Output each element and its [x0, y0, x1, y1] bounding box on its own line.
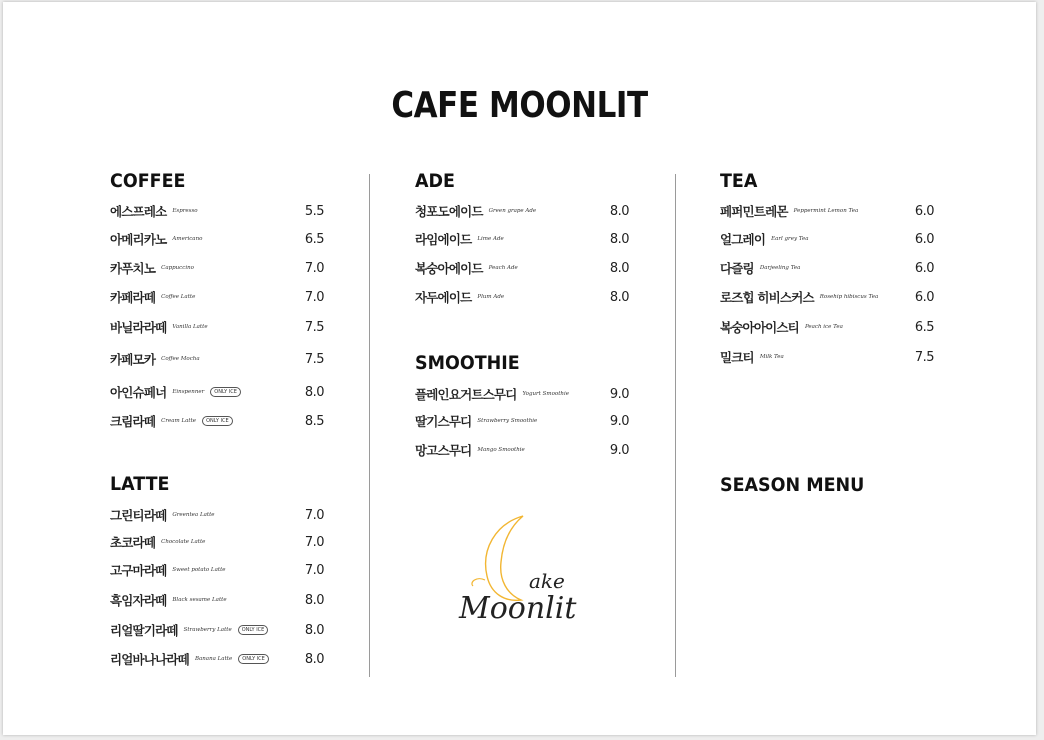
menu-item: [415, 229, 629, 249]
menu-item: [415, 411, 629, 431]
item-name-ko: 로즈힙 히비스커스: [720, 290, 814, 305]
column-divider: [369, 174, 370, 677]
menu-item: [110, 349, 324, 369]
item-name-ko: 리얼딸기라떼: [110, 623, 178, 638]
item-name-ko: 복숭아에이드: [415, 261, 483, 276]
logo-text-top: ake: [529, 569, 565, 593]
item-name-ko: 플레인요거트스무디: [415, 387, 517, 402]
item-price: 7.0: [304, 289, 324, 305]
menu-item: [720, 258, 934, 278]
only-ice-badge: ONLY ICE: [238, 654, 269, 664]
menu-item: [110, 317, 324, 337]
item-name-ko: 딸기스무디: [415, 414, 472, 429]
menu-item: [110, 287, 324, 307]
item-name-en: Strawberry Latte: [183, 627, 232, 633]
item-name-en: Rosehip hibiscus Tea: [819, 294, 879, 300]
section-title-season: SEASON MENU: [720, 474, 865, 496]
item-name-en: Black sesame Latte: [172, 597, 227, 603]
section-title-smoothie: SMOOTHIE: [415, 352, 520, 374]
menu-item: [110, 229, 324, 249]
item-price: 8.5: [304, 413, 324, 429]
logo-text-bottom: Moonlit: [459, 591, 577, 626]
item-name-ko: 아인슈페너: [110, 385, 167, 400]
item-price: 5.5: [304, 203, 324, 219]
item-price: 6.0: [914, 260, 934, 276]
menu-item: [720, 287, 934, 307]
item-price: 9.0: [609, 413, 629, 429]
item-name-en: Chocolate Latte: [161, 539, 206, 545]
item-name-ko: 카페라떼: [110, 290, 156, 305]
menu-item: [415, 440, 629, 460]
menu-item: [415, 258, 629, 278]
item-name-en: Greentea Latte: [172, 512, 215, 518]
item-name-ko: 청포도에이드: [415, 204, 483, 219]
item-name-en: Earl grey Tea: [771, 236, 809, 242]
menu-item: [110, 649, 324, 669]
item-price: 7.5: [304, 319, 324, 335]
section-title-tea: TEA: [720, 170, 758, 192]
item-price: 9.0: [609, 386, 629, 402]
only-ice-badge: ONLY ICE: [238, 625, 269, 635]
item-name-en: Peach ice Tea: [804, 324, 843, 330]
menu-item: [110, 258, 324, 278]
item-price: 7.0: [304, 534, 324, 550]
item-name-ko: 크림라떼: [110, 414, 156, 429]
menu-item: [110, 505, 324, 525]
item-name-en: Milk Tea: [759, 354, 784, 360]
only-ice-badge: ONLY ICE: [210, 387, 241, 397]
menu-item: [720, 229, 934, 249]
menu-item: [110, 560, 324, 580]
item-name-ko: 복숭아아이스티: [720, 320, 799, 335]
item-price: 8.0: [304, 651, 324, 667]
menu-item: [110, 590, 324, 610]
item-name-en: Peppermint Lemon Tea: [793, 208, 859, 214]
item-price: 6.0: [914, 203, 934, 219]
section-title-coffee: COFFEE: [110, 170, 186, 192]
item-name-en: Americano: [172, 236, 203, 242]
item-name-en: Banana Latte: [194, 656, 233, 662]
item-name-en: Cappuccino: [161, 265, 194, 271]
item-price: 6.0: [914, 289, 934, 305]
item-name-en: Plum Ade: [477, 294, 505, 300]
cafe-moonlit-logo: [453, 510, 593, 638]
item-name-en: Cream Latte: [161, 418, 197, 424]
item-name-ko: 라임에이드: [415, 232, 472, 247]
only-ice-badge: ONLY ICE: [202, 416, 233, 426]
item-name-ko: 카페모카: [110, 352, 156, 367]
crescent-moon-icon: [486, 516, 523, 600]
item-name-ko: 아메리카노: [110, 232, 167, 247]
item-name-ko: 흑임자라떼: [110, 593, 167, 608]
item-price: 7.0: [304, 562, 324, 578]
item-name-en: Coffee Mocha: [161, 356, 200, 362]
item-price: 8.0: [304, 592, 324, 608]
menu-item: [720, 347, 934, 367]
section-title-ade: ADE: [415, 170, 455, 192]
item-price: 6.0: [914, 231, 934, 247]
menu-item: [110, 382, 324, 402]
item-name-en: Vanilla Latte: [172, 324, 208, 330]
item-name-ko: 다즐링: [720, 261, 754, 276]
item-name-en: Green grape Ade: [488, 208, 537, 214]
item-price: 9.0: [609, 442, 629, 458]
item-name-en: Yogurt Smoothie: [522, 391, 569, 397]
page-title: CAFE MOONLIT: [391, 85, 648, 126]
item-price: 7.0: [304, 260, 324, 276]
item-name-ko: 바닐라라떼: [110, 320, 167, 335]
item-price: 8.0: [609, 231, 629, 247]
item-name-ko: 페퍼민트레몬: [720, 204, 788, 219]
item-name-en: Einspenner: [172, 389, 205, 395]
item-name-ko: 리얼바나나라떼: [110, 652, 189, 667]
item-name-ko: 고구마라떼: [110, 563, 167, 578]
menu-item: [415, 201, 629, 221]
menu-item: [110, 620, 324, 640]
item-price: 7.0: [304, 507, 324, 523]
menu-item: [720, 201, 934, 221]
menu-item: [415, 384, 629, 404]
item-name-en: Strawberry Smoothie: [477, 418, 538, 424]
menu-item: [110, 201, 324, 221]
item-name-ko: 밀크티: [720, 350, 754, 365]
item-name-ko: 에스프레소: [110, 204, 167, 219]
item-price: 8.0: [304, 384, 324, 400]
column-divider: [675, 174, 676, 677]
item-price: 8.0: [609, 203, 629, 219]
section-title-latte: LATTE: [110, 473, 170, 495]
menu-item: [110, 411, 324, 431]
menu-item: [415, 287, 629, 307]
item-name-ko: 초코라떼: [110, 535, 156, 550]
item-price: 8.0: [609, 289, 629, 305]
item-name-en: Lime Ade: [477, 236, 504, 242]
item-name-en: Sweet potato Latte: [172, 567, 226, 573]
menu-item: [720, 317, 934, 337]
menu-board: [3, 2, 1036, 735]
item-name-ko: 얼그레이: [720, 232, 766, 247]
item-name-en: Darjeeling Tea: [759, 265, 801, 271]
item-name-en: Mango Smoothie: [477, 447, 525, 453]
item-name-ko: 그린티라떼: [110, 508, 167, 523]
item-name-ko: 망고스무디: [415, 443, 472, 458]
item-name-ko: 카푸치노: [110, 261, 156, 276]
menu-item: [110, 532, 324, 552]
item-price: 6.5: [914, 319, 934, 335]
item-price: 6.5: [304, 231, 324, 247]
item-price: 8.0: [304, 622, 324, 638]
item-price: 7.5: [304, 351, 324, 367]
item-price: 7.5: [914, 349, 934, 365]
item-name-en: Coffee Latte: [161, 294, 196, 300]
item-name-ko: 자두에이드: [415, 290, 472, 305]
item-name-en: Peach Ade: [488, 265, 518, 271]
item-name-en: Espresso: [172, 208, 198, 214]
item-price: 8.0: [609, 260, 629, 276]
